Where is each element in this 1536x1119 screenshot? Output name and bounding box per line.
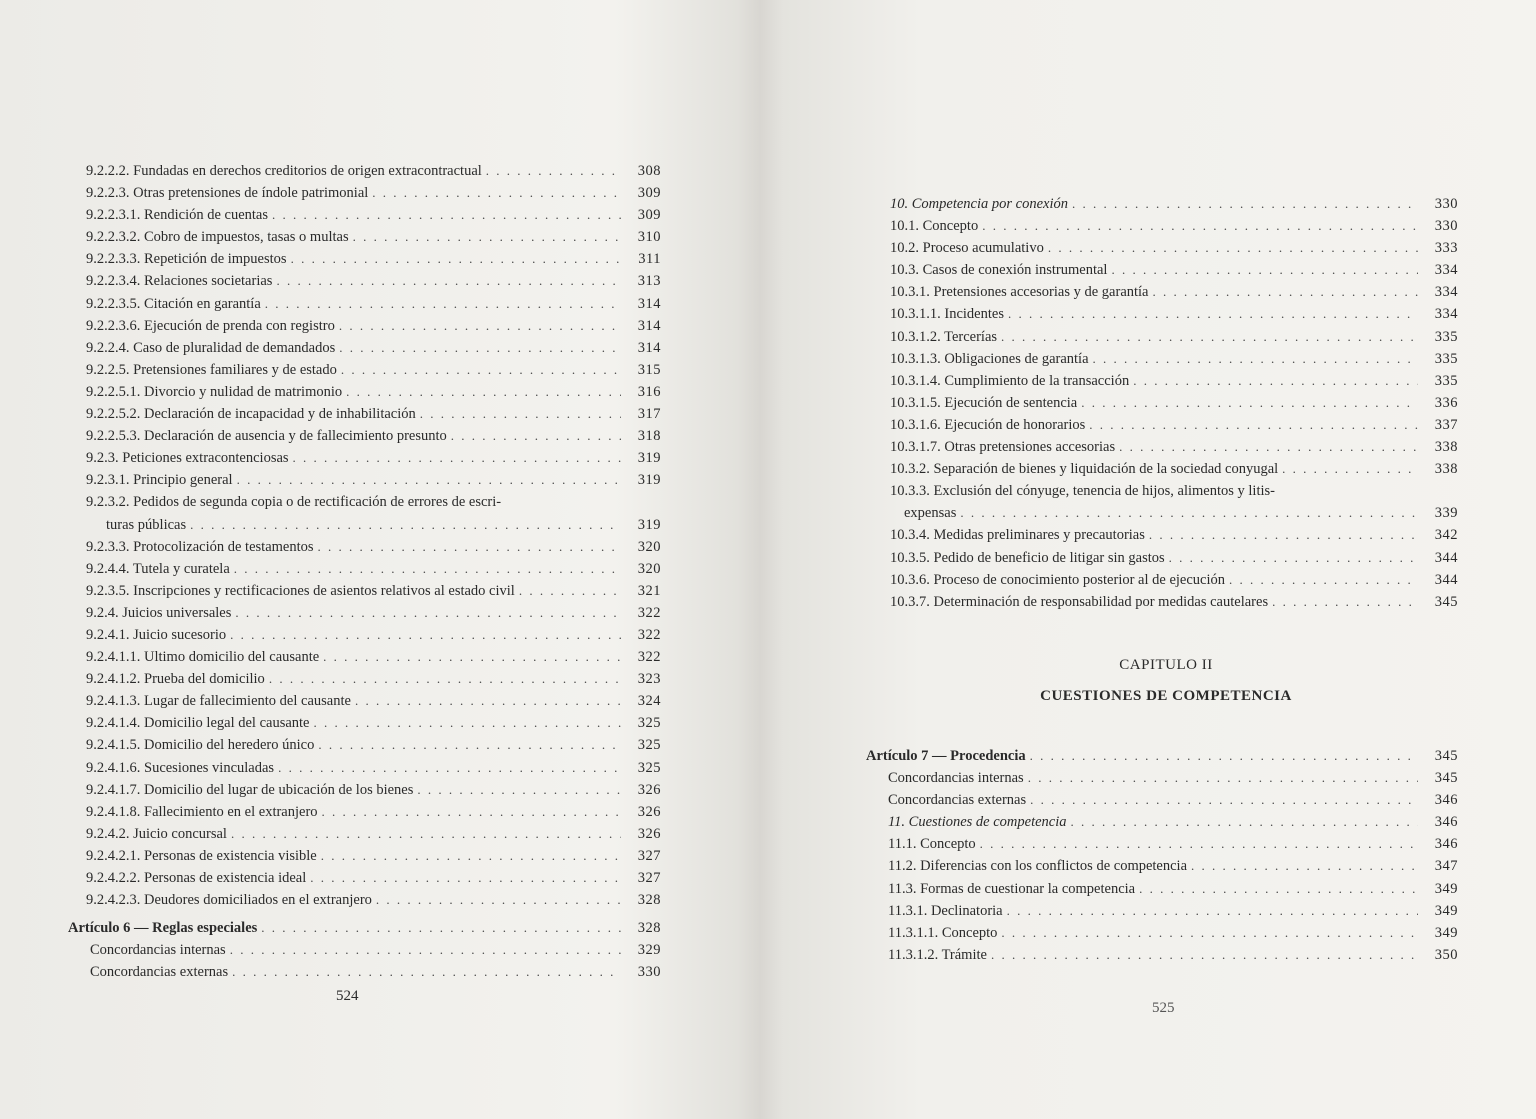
toc-entry	[86, 845, 661, 867]
left-toc	[68, 160, 661, 983]
toc-entry-label: 10.3.1.1. Incidentes	[890, 306, 1004, 323]
leader-dots	[1169, 547, 1418, 569]
leader-dots	[486, 160, 621, 182]
toc-entry-page: 313	[637, 273, 661, 290]
toc-entry-page: 322	[637, 604, 661, 621]
toc-entry-page: 345	[1434, 770, 1458, 787]
leader-dots	[1149, 524, 1418, 546]
toc-entry-page: 346	[1434, 814, 1458, 831]
leader-dots	[339, 315, 621, 337]
toc-entry-page: 319	[637, 516, 661, 533]
leader-dots	[235, 602, 621, 624]
toc-entry-label: 9.2.2.3.2. Cobro de impuestos, tasas o multas	[86, 229, 349, 246]
leader-dots	[420, 403, 621, 425]
toc-entry	[890, 547, 1458, 569]
leader-dots	[1153, 281, 1419, 303]
toc-entry	[86, 226, 661, 248]
toc-entry-label: 9.2.4.2.2. Personas de existencia ideal	[86, 870, 307, 886]
toc-entry-page: 311	[638, 251, 661, 268]
toc-entry	[86, 757, 661, 779]
toc-entry-page: 322	[637, 626, 661, 643]
leader-dots	[1191, 855, 1418, 877]
toc-entry-label: 11.3.1.1. Concepto	[888, 924, 998, 941]
toc-entry	[890, 569, 1458, 591]
toc-entry-label: 9.2.3. Peticiones extracontenciosas	[86, 450, 289, 467]
toc-entry	[86, 270, 661, 292]
toc-entry-page: 314	[637, 317, 661, 334]
toc-entry-page: 342	[1434, 527, 1458, 544]
toc-entry-label: 9.2.4.1.8. Fallecimiento en el extranjero	[86, 803, 318, 820]
toc-entry-label: 10.3.7. Determinación de responsabilidad por medidas cautelares	[890, 593, 1269, 610]
leader-dots	[269, 668, 621, 690]
toc-article-heading	[68, 917, 661, 939]
toc-entry	[86, 182, 661, 204]
leader-dots	[1139, 878, 1418, 900]
chapter-number: CAPITULO II	[1119, 657, 1213, 673]
toc-entry-label: 9.2.2.3.1. Rendición de cuentas	[86, 207, 269, 224]
toc-article-label: Artículo 6 — Reglas especiales	[68, 920, 258, 937]
toc-entry-page: 350	[1434, 946, 1458, 963]
toc-entry-page: 347	[1434, 858, 1458, 875]
toc-entry	[86, 293, 661, 315]
toc-entry-page: 330	[637, 964, 661, 981]
toc-entry-page: 317	[637, 406, 661, 423]
toc-entry-page: 335	[1434, 350, 1458, 367]
leader-dots	[276, 270, 621, 292]
leader-dots	[1282, 458, 1418, 480]
toc-entry	[86, 823, 661, 845]
toc-entry	[86, 712, 661, 734]
toc-entry	[890, 370, 1458, 392]
toc-entry-page: 335	[1434, 372, 1458, 389]
toc-entry-page: 309	[637, 185, 661, 202]
leader-dots	[1089, 414, 1418, 436]
toc-entry-label: 9.2.2.3.5. Citación en garantía	[86, 295, 261, 312]
toc-entry-label: 9.2.3.2. Pedidos de segunda copia o de rectificación de errores de escri-	[86, 494, 502, 511]
toc-entry	[86, 624, 661, 646]
toc-entry-label: 11.3.1. Declinatoria	[888, 902, 1003, 919]
toc-entry-label: 9.2.4.2. Juicio concursal	[86, 825, 227, 842]
toc-entry-label: 9.2.4.1.1. Ultimo domicilio del causante	[86, 649, 320, 666]
toc-entry	[890, 480, 1458, 524]
toc-entry-page: 338	[1434, 439, 1458, 456]
leader-dots	[230, 624, 621, 646]
leader-dots	[417, 779, 621, 801]
toc-entry	[86, 939, 661, 961]
leader-dots	[323, 646, 621, 668]
toc-section-heading	[866, 811, 1458, 833]
toc-entry-label: 10.3.6. Proceso de conocimiento posterior al de ejecución	[890, 571, 1226, 588]
leader-dots	[234, 558, 621, 580]
toc-entry	[86, 668, 661, 690]
leader-dots	[322, 801, 621, 823]
leader-dots	[1030, 745, 1418, 767]
toc-entry-page: 335	[1434, 328, 1458, 345]
toc-entry	[86, 961, 661, 983]
leader-dots	[1048, 237, 1418, 259]
toc-entry-label: 10.2. Proceso acumulativo	[890, 240, 1044, 257]
toc-entry-page: 308	[637, 163, 661, 179]
toc-entry-label: 11.2. Diferencias con los conflictos de competencia	[888, 858, 1188, 875]
toc-entry-page: 326	[637, 803, 661, 820]
leader-dots	[991, 944, 1418, 966]
leader-dots	[1071, 811, 1418, 833]
toc-entry-label: 9.2.2.3.4. Relaciones societarias	[86, 273, 273, 290]
toc-entry	[86, 558, 661, 580]
toc-entry	[890, 458, 1458, 480]
toc-entry-page: 316	[637, 383, 661, 400]
leader-dots	[291, 248, 621, 270]
leader-dots	[1111, 259, 1418, 281]
toc-entry-label: 9.2.4.1.3. Lugar de fallecimiento del causante	[86, 693, 351, 710]
leader-dots	[272, 204, 621, 226]
toc-entry-label: 11.3. Formas de cuestionar la competencia	[888, 880, 1136, 897]
toc-entry-page: 327	[637, 847, 661, 864]
toc-article-heading	[866, 745, 1458, 767]
leader-dots	[190, 514, 621, 536]
toc-entry-page: 325	[637, 759, 661, 776]
toc-entry-page: 334	[1434, 262, 1458, 279]
toc-entry	[86, 315, 661, 337]
toc-entry	[86, 690, 661, 712]
toc-entry-page: 326	[637, 781, 661, 798]
toc-entry-label-continued: turas públicas	[106, 516, 187, 533]
toc-entry	[86, 469, 661, 491]
toc-entry	[866, 833, 1458, 855]
right-page	[776, 0, 1536, 1119]
leader-dots	[237, 469, 621, 491]
page-number: 525	[1152, 1000, 1175, 1016]
leader-dots	[372, 182, 621, 204]
toc-entry-label: Concordancias externas	[90, 964, 229, 981]
toc-entry-page: 330	[1434, 196, 1458, 212]
toc-entry-page: 314	[637, 339, 661, 356]
toc-entry-page: 320	[637, 538, 661, 555]
toc-entry-label: 9.2.4. Juicios universales	[86, 604, 232, 621]
toc-entry	[890, 326, 1458, 348]
leader-dots	[982, 215, 1418, 237]
toc-entry-label: 10.3.1.7. Otras pretensiones accesorias	[890, 439, 1116, 456]
leader-dots	[1008, 303, 1418, 325]
leader-dots	[231, 823, 621, 845]
leader-dots	[321, 845, 621, 867]
leader-dots	[318, 536, 621, 558]
toc-section-heading	[890, 193, 1458, 215]
toc-entry	[890, 348, 1458, 370]
toc-entry-page: 339	[1434, 505, 1458, 522]
toc-entry-label: 10.3.3. Exclusión del cónyuge, tenencia de hijos, alimentos y litis-	[890, 483, 1275, 500]
toc-entry-label: 10.3. Casos de conexión instrumental	[890, 262, 1108, 279]
toc-entry-page: 334	[1434, 306, 1458, 323]
leader-dots	[265, 293, 621, 315]
page-number: 524	[336, 988, 359, 1004]
toc-entry	[86, 889, 661, 911]
toc-entry	[866, 900, 1458, 922]
toc-entry-label: 10.1. Concepto	[890, 218, 979, 235]
toc-entry	[866, 767, 1458, 789]
toc-entry-label: Concordancias internas	[888, 770, 1024, 787]
toc-entry	[86, 867, 661, 889]
toc-entry	[86, 779, 661, 801]
toc-entry-page: 319	[637, 472, 661, 489]
toc-entry-page: 346	[1434, 836, 1458, 853]
toc-entry-label: 10.3.2. Separación de bienes y liquidación de la sociedad conyugal	[890, 461, 1279, 478]
toc-entry-page: 328	[637, 892, 661, 909]
toc-entry-label: 10.3.1. Pretensiones accesorias y de garantía	[890, 284, 1149, 301]
leader-dots	[355, 690, 621, 712]
toc-entry	[86, 403, 661, 425]
toc-entry-label: 11. Cuestiones de competencia	[888, 814, 1067, 831]
toc-entry-continuation	[86, 514, 661, 536]
toc-entry	[890, 259, 1458, 281]
toc-entry-page: 333	[1434, 240, 1458, 257]
leader-dots	[980, 833, 1418, 855]
toc-entry-page: 314	[637, 295, 661, 312]
toc-entry-page: 325	[637, 715, 661, 732]
toc-entry	[86, 359, 661, 381]
toc-entry-page: 326	[637, 825, 661, 842]
toc-entry-label: 10.3.1.5. Ejecución de sentencia	[890, 394, 1078, 411]
toc-entry-page: 334	[1434, 284, 1458, 301]
toc-entry-label: 9.2.2.5.2. Declaración de incapacidad y de inhabilitación	[86, 406, 416, 423]
leader-dots	[346, 381, 621, 403]
toc-entry-page: 345	[1434, 593, 1458, 610]
leader-dots	[293, 447, 621, 469]
toc-entry-label: 10. Competencia por conexión	[890, 196, 1068, 212]
toc-entry	[86, 204, 661, 226]
leader-dots	[1133, 370, 1418, 392]
toc-entry-label: 9.2.2.2. Fundadas en derechos creditorios de origen extracontractual	[86, 163, 482, 179]
leader-dots	[519, 580, 621, 602]
toc-entry-label: 9.2.2.5.3. Declaración de ausencia y de fallecimiento presunto	[86, 428, 447, 445]
leader-dots	[1030, 789, 1418, 811]
leader-dots	[318, 734, 621, 756]
toc-entry-label: 9.2.2.4. Caso de pluralidad de demandados	[86, 339, 336, 356]
toc-entry-label: 9.2.4.1.6. Sucesiones vinculadas	[86, 759, 275, 776]
leader-dots	[1007, 900, 1418, 922]
toc-entry-label: 10.3.1.6. Ejecución de honorarios	[890, 416, 1086, 433]
toc-entry-label: 10.3.5. Pedido de beneficio de litigar sin gastos	[890, 549, 1165, 566]
leader-dots	[1229, 569, 1418, 591]
toc-entry	[86, 447, 661, 469]
toc-article-label: Artículo 7 — Procedencia	[866, 748, 1026, 764]
toc-entry-label: Concordancias internas	[90, 942, 226, 959]
toc-entry	[890, 436, 1458, 458]
toc-entry-label: 9.2.4.1. Juicio sucesorio	[86, 626, 227, 643]
toc-entry	[890, 215, 1458, 237]
leader-dots	[278, 757, 621, 779]
toc-entry-label: 9.2.2.5.1. Divorcio y nulidad de matrimonio	[86, 383, 343, 400]
toc-entry-page: 349	[1434, 902, 1458, 919]
chapter-title: CUESTIONES DE COMPETENCIA	[1040, 688, 1292, 704]
leader-dots	[1072, 193, 1418, 215]
toc-entry	[86, 646, 661, 668]
leader-dots	[313, 712, 621, 734]
toc-entry	[86, 801, 661, 823]
toc-entry-label: 9.2.3.1. Principio general	[86, 472, 233, 489]
toc-entry-page: 345	[1434, 748, 1458, 764]
toc-entry-page: 324	[637, 693, 661, 710]
leader-dots	[310, 867, 621, 889]
leader-dots	[1081, 392, 1418, 414]
toc-entry	[86, 734, 661, 756]
toc-entry	[86, 160, 661, 182]
toc-entry	[866, 922, 1458, 944]
toc-entry-page: 322	[637, 649, 661, 666]
toc-entry-page: 344	[1434, 571, 1458, 588]
toc-entry-label: 11.3.1.2. Trámite	[888, 946, 987, 963]
toc-entry-page: 338	[1434, 461, 1458, 478]
toc-entry-label: 9.2.4.2.3. Deudores domiciliados en el extranjero	[86, 892, 372, 909]
toc-entry-label: Concordancias externas	[888, 792, 1027, 809]
toc-entry	[86, 248, 661, 270]
toc-entry	[86, 602, 661, 624]
toc-entry-page: 328	[637, 920, 661, 937]
toc-entry-label: 10.3.1.3. Obligaciones de garantía	[890, 350, 1089, 367]
leader-dots	[1119, 436, 1418, 458]
toc-entry	[890, 237, 1458, 259]
toc-entry-page: 346	[1434, 792, 1458, 809]
toc-entry-page: 336	[1434, 394, 1458, 411]
toc-entry-label: 10.3.1.2. Tercerías	[890, 328, 998, 345]
toc-entry	[866, 855, 1458, 877]
toc-entry-label: 9.2.4.2.1. Personas de existencia visible	[86, 847, 317, 864]
toc-entry-page: 330	[1434, 218, 1458, 235]
leader-dots	[376, 889, 621, 911]
toc-entry	[866, 789, 1458, 811]
toc-entry-label: 9.2.4.1.5. Domicilio del heredero único	[86, 737, 315, 754]
leader-dots	[1028, 767, 1418, 789]
toc-entry-label: 10.3.4. Medidas preliminares y precautorias	[890, 527, 1145, 544]
toc-entry	[890, 414, 1458, 436]
toc-entry-label: 9.2.3.3. Protocolización de testamentos	[86, 538, 314, 555]
leader-dots	[230, 939, 621, 961]
toc-entry-label: 11.1. Concepto	[888, 836, 976, 853]
leader-dots	[353, 226, 621, 248]
leader-dots	[341, 359, 621, 381]
toc-entry-page: 310	[637, 229, 661, 246]
toc-entry	[890, 303, 1458, 325]
toc-entry-page: 309	[637, 207, 661, 224]
toc-entry-label: 9.2.2.3.6. Ejecución de prenda con registro	[86, 317, 335, 334]
toc-entry-page: 323	[637, 671, 661, 688]
toc-entry	[890, 392, 1458, 414]
toc-entry	[890, 524, 1458, 546]
toc-entry	[866, 878, 1458, 900]
toc-entry-label: 9.2.4.1.7. Domicilio del lugar de ubicación de los bienes	[86, 781, 414, 798]
toc-entry-label: 9.2.2.3.3. Repetición de impuestos	[86, 251, 287, 268]
toc-entry	[86, 536, 661, 558]
toc-entry-page: 325	[637, 737, 661, 754]
toc-entry-page: 329	[637, 942, 661, 959]
leader-dots	[1093, 348, 1418, 370]
leader-dots	[339, 337, 621, 359]
leader-dots	[261, 917, 621, 939]
toc-entry-label: 9.2.3.5. Inscripciones y rectificaciones de asientos relativos al estado civil	[86, 582, 515, 599]
leader-dots	[960, 502, 1418, 524]
leader-dots	[232, 961, 621, 983]
toc-entry-label-continued: expensas	[904, 505, 957, 522]
toc-entry	[866, 944, 1458, 966]
toc-entry-continuation	[890, 502, 1458, 524]
toc-entry-label: 9.2.4.1.4. Domicilio legal del causante	[86, 715, 310, 732]
toc-entry-page: 349	[1434, 880, 1458, 897]
leader-dots	[451, 425, 621, 447]
toc-entry-page: 327	[637, 870, 661, 886]
toc-entry	[86, 381, 661, 403]
toc-entry-label: 9.2.2.5. Pretensiones familiares y de estado	[86, 361, 337, 378]
toc-entry-page: 315	[637, 361, 661, 378]
right-toc-chapter	[866, 739, 1458, 966]
toc-entry-page: 319	[637, 450, 661, 467]
toc-entry-label: 9.2.2.3. Otras pretensiones de índole patrimonial	[86, 185, 369, 202]
toc-entry-page: 344	[1434, 549, 1458, 566]
toc-entry-label: 10.3.1.4. Cumplimiento de la transacción	[890, 372, 1130, 389]
toc-entry	[890, 591, 1458, 613]
toc-entry	[86, 491, 661, 535]
toc-entry	[86, 425, 661, 447]
left-page	[0, 0, 760, 1119]
toc-entry	[86, 580, 661, 602]
toc-entry-page: 337	[1434, 416, 1458, 433]
leader-dots	[1001, 326, 1418, 348]
toc-entry-page: 318	[637, 428, 661, 445]
toc-entry	[890, 281, 1458, 303]
leader-dots	[1001, 922, 1418, 944]
toc-entry-label: 9.2.4.4. Tutela y curatela	[86, 560, 230, 577]
toc-entry-page: 349	[1434, 924, 1458, 941]
toc-entry-label: 9.2.4.1.2. Prueba del domicilio	[86, 671, 265, 688]
right-toc	[890, 193, 1458, 613]
toc-entry-page: 321	[637, 582, 661, 599]
toc-entry	[86, 337, 661, 359]
toc-entry-page: 320	[637, 560, 661, 577]
leader-dots	[1272, 591, 1418, 613]
